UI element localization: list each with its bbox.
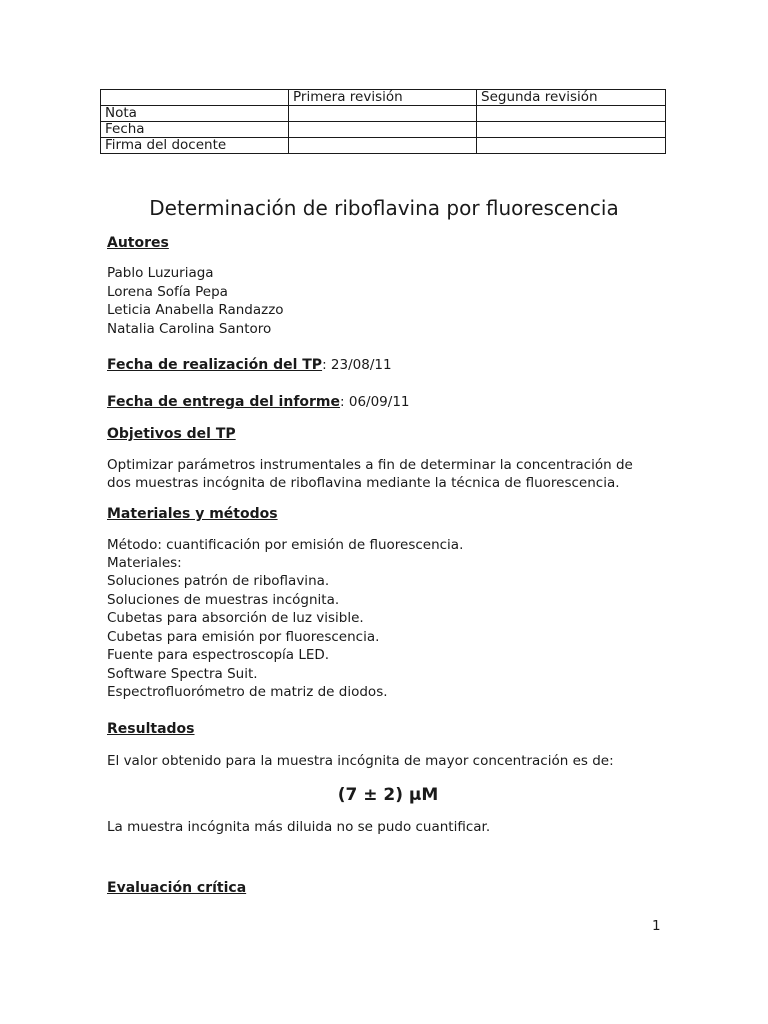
evaluation-heading: Evaluación crítica xyxy=(107,880,247,896)
page-number: 1 xyxy=(652,918,661,934)
grading-table-corner-cell xyxy=(101,90,289,106)
author-name: Lorena Sofía Pepa xyxy=(107,284,228,300)
delivery-date-line xyxy=(107,393,410,412)
grading-cell-second xyxy=(477,106,666,122)
realization-date-value: : 23/08/11 xyxy=(322,357,392,373)
materials-line: Cubetas para emisión por fluorescencia. xyxy=(107,629,380,645)
grading-cell-second xyxy=(477,138,666,154)
materials-heading: Materiales y métodos xyxy=(107,506,278,522)
grading-row-nota xyxy=(101,106,666,122)
results-note: La muestra incógnita más diluida no se pudo cuantificar. xyxy=(107,819,491,835)
grading-row-label: Fecha xyxy=(101,122,289,138)
author-name: Natalia Carolina Santoro xyxy=(107,321,272,337)
materials-line: Soluciones de muestras incógnita. xyxy=(107,592,340,608)
realization-date-label: Fecha de realización del TP xyxy=(107,357,323,373)
delivery-date-label: Fecha de entrega del informe xyxy=(107,394,341,410)
document-title: Determinación de riboflavina por fluorescencia xyxy=(149,196,619,220)
materials-line: Fuente para espectroscopía LED. xyxy=(107,647,330,663)
grading-row-label: Firma del docente xyxy=(101,138,289,154)
second-review-header: Segunda revisión xyxy=(477,90,666,106)
materials-line: Cubetas para absorción de luz visible. xyxy=(107,610,364,626)
grading-row-fecha xyxy=(101,122,666,138)
authors-heading: Autores xyxy=(107,235,169,251)
results-intro: El valor obtenido para la muestra incógnita de mayor concentración es de: xyxy=(107,753,614,769)
grading-row-firma xyxy=(101,138,666,154)
first-review-header: Primera revisión xyxy=(289,90,477,106)
objectives-heading: Objetivos del TP xyxy=(107,426,236,442)
materials-line: Soluciones patrón de riboflavina. xyxy=(107,573,330,589)
grading-cell-first xyxy=(289,106,477,122)
results-heading: Resultados xyxy=(107,721,195,737)
grading-cell-first xyxy=(289,122,477,138)
materials-line: Espectrofluorómetro de matriz de diodos. xyxy=(107,684,388,700)
author-name: Pablo Luzuriaga xyxy=(107,265,214,281)
grading-table-header-row xyxy=(101,90,666,106)
realization-date-line xyxy=(107,356,392,375)
materials-line: Método: cuantificación por emisión de fluorescencia. xyxy=(107,537,464,553)
grading-cell-second xyxy=(477,122,666,138)
grading-row-label: Nota xyxy=(101,106,289,122)
objectives-text: Optimizar parámetros instrumentales a fin de determinar la concentración de xyxy=(107,457,633,473)
grading-table xyxy=(100,89,666,154)
materials-line: Materiales: xyxy=(107,555,182,571)
materials-line: Software Spectra Suit. xyxy=(107,666,258,682)
delivery-date-value: : 06/09/11 xyxy=(340,394,410,410)
results-value: (7 ± 2) µM xyxy=(337,785,439,805)
author-name: Leticia Anabella Randazzo xyxy=(107,302,284,318)
grading-cell-first xyxy=(289,138,477,154)
objectives-text: dos muestras incógnita de riboflavina mediante la técnica de fluorescencia. xyxy=(107,475,620,491)
